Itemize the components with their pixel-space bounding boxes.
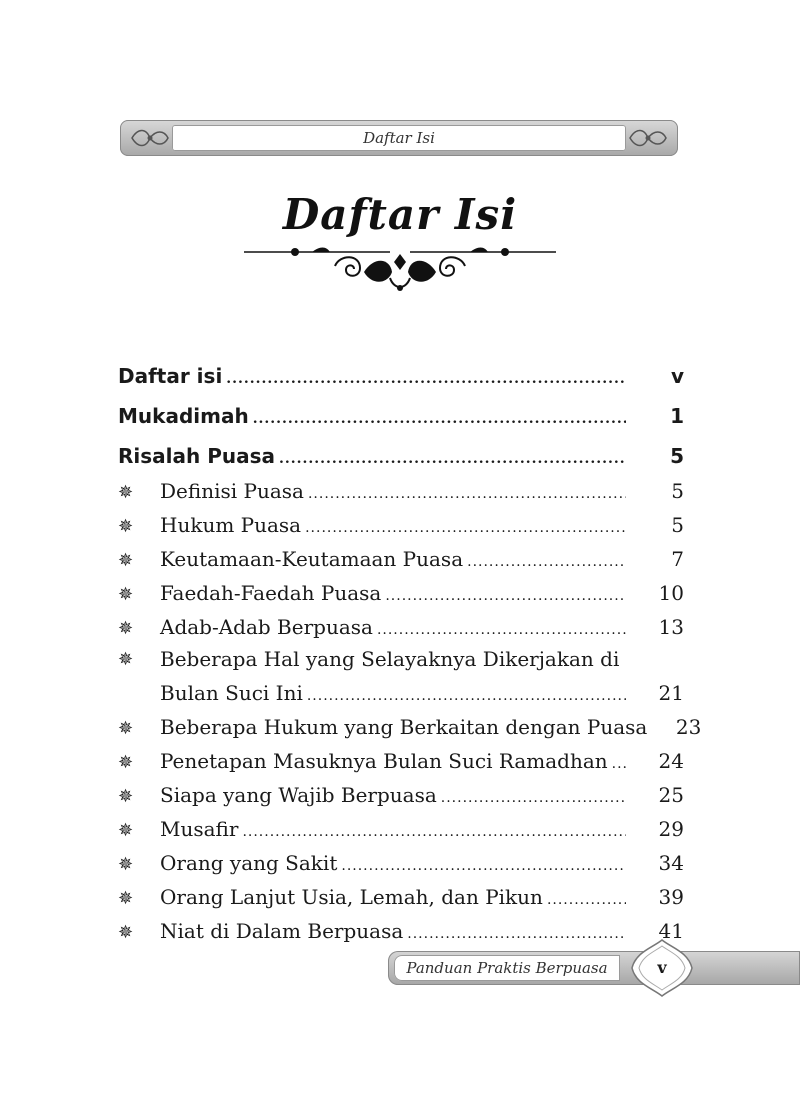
snowflake-bullet-icon: ✵ xyxy=(118,888,134,909)
leader-dots xyxy=(612,756,626,772)
toc-entry-label: Keutamaan-Keutamaan Puasa xyxy=(160,547,464,571)
toc-entry-label: Definisi Puasa xyxy=(160,479,304,503)
snowflake-bullet-icon: ✵ xyxy=(118,618,134,639)
filigree-ornament-icon xyxy=(128,124,172,152)
toc-subentry[interactable] xyxy=(118,647,684,717)
toc-entry-label: Adab-Adab Berpuasa xyxy=(160,615,373,639)
flourish-divider-icon xyxy=(240,238,560,298)
toc-entry[interactable] xyxy=(118,364,684,388)
toc-entry-label: Hukum Puasa xyxy=(160,513,302,537)
toc-entry-label-line2: Bulan Suci Ini xyxy=(160,681,303,705)
toc-subentry[interactable] xyxy=(118,581,684,605)
snowflake-bullet-icon: ✵ xyxy=(118,584,134,605)
toc-entry-page: 25 xyxy=(658,783,684,807)
header-label-box xyxy=(172,125,626,151)
leader-dots xyxy=(377,622,626,638)
leader-dots xyxy=(547,892,626,908)
leader-dots xyxy=(307,688,626,704)
toc-entry-label: Daftar isi xyxy=(118,364,223,388)
snowflake-bullet-icon: ✵ xyxy=(118,718,134,739)
toc-subentry[interactable] xyxy=(118,817,684,841)
leader-dots xyxy=(308,486,626,502)
leader-dots xyxy=(253,411,626,427)
snowflake-bullet-icon: ✵ xyxy=(118,820,134,841)
toc-entry-page: 5 xyxy=(671,513,684,537)
snowflake-bullet-icon: ✵ xyxy=(118,482,134,503)
toc-subentry[interactable] xyxy=(118,851,684,875)
toc-subentry[interactable] xyxy=(118,783,684,807)
snowflake-bullet-icon: ✵ xyxy=(118,516,134,537)
toc-subentry[interactable] xyxy=(118,513,684,537)
toc-entry-label: Mukadimah xyxy=(118,404,249,428)
toc-entry-page: 24 xyxy=(658,749,684,773)
leader-dots xyxy=(279,451,626,467)
leader-dots xyxy=(407,926,626,942)
toc-subentry[interactable] xyxy=(118,615,684,639)
toc-entry[interactable] xyxy=(118,404,684,428)
toc-entry-page: 5 xyxy=(671,479,684,503)
leader-dots xyxy=(305,520,626,536)
snowflake-bullet-icon: ✵ xyxy=(118,854,134,875)
snowflake-bullet-icon: ✵ xyxy=(118,550,134,571)
toc-entry-label: Niat di Dalam Berpuasa xyxy=(160,919,404,943)
running-header xyxy=(120,120,678,156)
toc-subentry[interactable] xyxy=(118,479,684,503)
leader-dots xyxy=(441,790,626,806)
toc-entry-page: 5 xyxy=(670,444,684,468)
toc-entry-page: 21 xyxy=(658,681,684,705)
toc-entry-page: 29 xyxy=(658,817,684,841)
toc-entry-page: 41 xyxy=(658,919,684,943)
toc-subentry[interactable] xyxy=(118,749,684,773)
snowflake-bullet-icon: ✵ xyxy=(118,649,134,670)
filigree-ornament-icon xyxy=(626,124,670,152)
toc-entry-page: 7 xyxy=(671,547,684,571)
snowflake-bullet-icon: ✵ xyxy=(118,922,134,943)
toc-subentry[interactable] xyxy=(118,715,702,739)
toc-entry[interactable] xyxy=(118,444,684,468)
footer-title: Panduan Praktis Berpuasa xyxy=(406,959,608,977)
page-number: v xyxy=(657,958,667,977)
toc-entry-page: 1 xyxy=(670,404,684,428)
footer-label-box xyxy=(394,955,620,981)
toc-entry-label: Beberapa Hukum yang Berkaitan dengan Puasa xyxy=(160,715,648,739)
header-title: Daftar Isi xyxy=(363,129,435,147)
toc-entry-label-line1: Beberapa Hal yang Selayaknya Dikerjakan di xyxy=(160,647,620,671)
toc-subentry[interactable] xyxy=(118,547,684,571)
toc-entry-label: Orang Lanjut Usia, Lemah, dan Pikun xyxy=(160,885,543,909)
snowflake-bullet-icon: ✵ xyxy=(118,752,134,773)
leader-dots xyxy=(385,588,626,604)
toc-entry-page: 10 xyxy=(658,581,684,605)
toc-entry-page: 39 xyxy=(658,885,684,909)
snowflake-bullet-icon: ✵ xyxy=(118,786,134,807)
toc-entry-page: 23 xyxy=(675,715,702,739)
leader-dots xyxy=(341,858,626,874)
toc-entry-page: 13 xyxy=(658,615,684,639)
toc-entry-label: Siapa yang Wajib Berpuasa xyxy=(160,783,437,807)
toc-entry-label: Risalah Puasa xyxy=(118,444,276,468)
leader-dots xyxy=(226,371,626,387)
leader-dots xyxy=(467,554,626,570)
leader-dots xyxy=(242,824,626,840)
toc-entry-label: Orang yang Sakit xyxy=(160,851,338,875)
toc-entry-second-line xyxy=(160,681,684,705)
page-number-badge xyxy=(630,938,694,998)
toc-entry-label: Musafir xyxy=(160,817,239,841)
toc-entry-page: v xyxy=(670,364,684,388)
page-title: Daftar Isi xyxy=(282,190,518,239)
toc-entry-label: Penetapan Masuknya Bulan Suci Ramadhan xyxy=(160,749,608,773)
running-footer xyxy=(388,951,800,985)
toc-entry-label: Faedah-Faedah Puasa xyxy=(160,581,382,605)
toc-subentry[interactable] xyxy=(118,885,684,909)
toc-entry-page: 34 xyxy=(658,851,684,875)
toc-subentry[interactable] xyxy=(118,919,684,943)
